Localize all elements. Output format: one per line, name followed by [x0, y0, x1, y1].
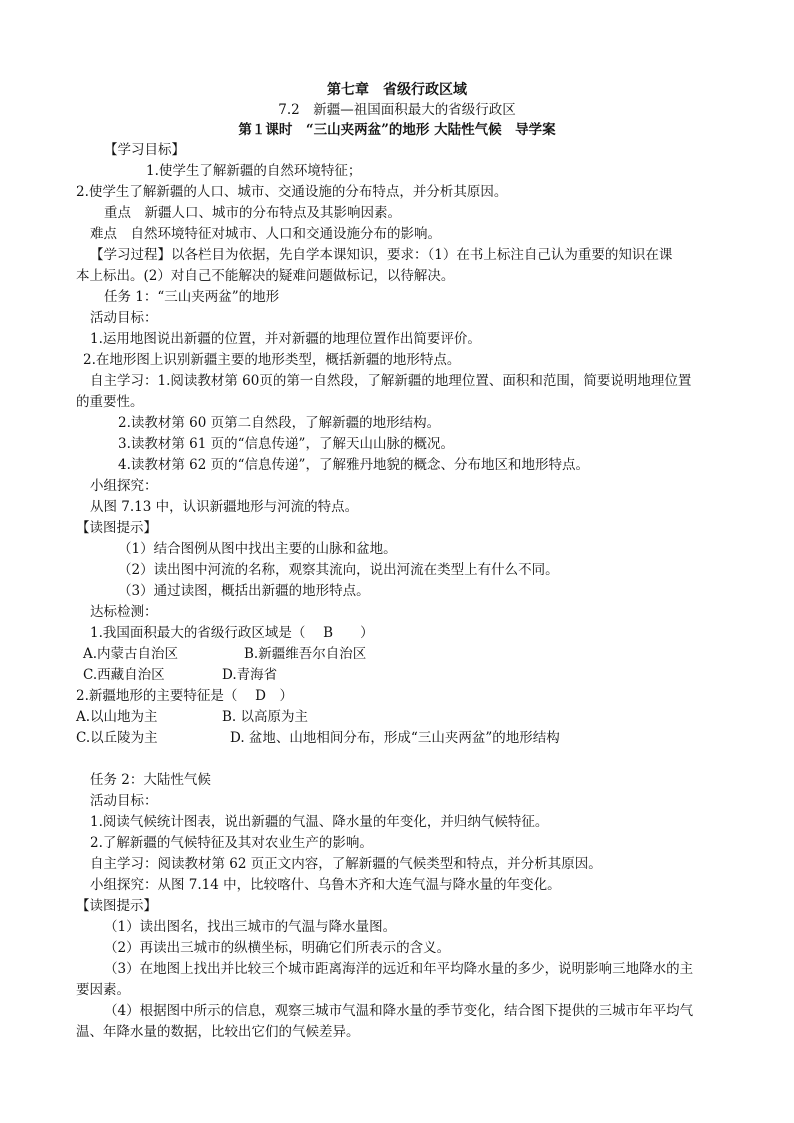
task2-tip: 要因素。 — [76, 982, 130, 998]
task1-self-study-item: 4.读教材第 62 页的“信息传递”，了解雅丹地貌的概念、分布地区和地形特点。 — [118, 457, 589, 473]
q1-option-b: B.新疆维吾尔自治区 — [244, 646, 367, 662]
question-1: 1.我国面积最大的省级行政区域是（ B ） — [90, 625, 374, 641]
task1-activity-item: 2.在地形图上识别新疆主要的地形类型，概括新疆的地形特点。 — [83, 352, 461, 368]
q2-option-a: A.以山地为主 — [76, 709, 158, 725]
task1-tip: （1）结合图例从图中找出主要的山脉和盆地。 — [118, 541, 397, 557]
process-text: 【学习过程】以各栏目为依据，先自学本课知识，要求：（1）在书上标注自己认为重要的知识在课 — [90, 247, 673, 263]
task2-self-study: 自主学习：阅读教材第 62 页正文内容，了解新疆的气候类型和特点，并分析其原因。 — [90, 856, 602, 872]
task1-activity-heading: 活动目标： — [90, 310, 158, 326]
key-point: 重点 新疆人口、城市的分布特点及其影响因素。 — [104, 205, 401, 221]
task2-tip: （1）读出图名，找出三城市的气温与降水量图。 — [104, 919, 397, 935]
task2-tips-heading: 【读图提示】 — [76, 898, 157, 914]
objective-item: 2.使学生了解新疆的人口、城市、交通设施的分布特点，并分析其原因。 — [76, 184, 508, 200]
process-text: 本上标出。(2）对自己不能解决的疑难问题做标记，以待解决。 — [76, 268, 455, 284]
task2-activity-item: 2.了解新疆的气候特征及其对农业生产的影响。 — [90, 835, 373, 851]
q1-option-a: A.内蒙古自治区 — [83, 646, 179, 662]
chapter-title: 第七章 省级行政区域 — [327, 82, 467, 98]
task1-self-study-item: 3.读教材第 61 页的“信息传递”，了解天山山脉的概况。 — [118, 436, 454, 452]
difficulty: 难点 自然环境特征对城市、人口和交通设施分布的影响。 — [90, 226, 441, 242]
question-2: 2.新疆地形的主要特征是（ D ） — [76, 688, 293, 704]
task1-activity-item: 1.运用地图说出新疆的位置，并对新疆的地理位置作出简要评价。 — [90, 331, 481, 347]
task2-activity-heading: 活动目标： — [90, 793, 158, 809]
q1-option-c: C.西藏自治区 — [83, 667, 165, 683]
task2-tip: （2）再读出三城市的纵横坐标，明确它们所表示的含义。 — [104, 940, 451, 956]
task1-self-study: 的重要性。 — [76, 394, 144, 410]
task2-activity-item: 1.阅读气候统计图表，说出新疆的气温、降水量的年变化，并归纳气候特征。 — [90, 814, 549, 830]
q2-option-d: D. 盆地、山地相间分布，形成“三山夹两盆”的地形结构 — [230, 730, 560, 746]
q2-option-c: C.以丘陵为主 — [76, 730, 158, 746]
task2-tip: （4）根据图中所示的信息，观察三城市气温和降水量的季节变化，结合图下提供的三城市年平均气 — [104, 1003, 694, 1019]
task2-group: 小组探究：从图 7.14 中，比较喀什、乌鲁木齐和大连气温与降水量的年变化。 — [90, 877, 561, 893]
task2-tip: 温、年降水量的数据，比较出它们的气候差异。 — [76, 1024, 360, 1040]
task2-title: 任务 2：大陆性气候 — [90, 772, 211, 788]
check-heading: 达标检测： — [90, 604, 158, 620]
task1-group-heading: 小组探究： — [90, 478, 158, 494]
task1-tips-heading: 【读图提示】 — [76, 520, 157, 536]
objectives-heading: 【学习目标】 — [104, 142, 185, 158]
task1-tip: （3）通过读图，概括出新疆的地形特点。 — [118, 583, 370, 599]
q1-option-d: D.青海省 — [222, 667, 278, 683]
section-title: 7.2 新疆—祖国面积最大的省级行政区 — [278, 102, 516, 118]
task1-self-study-item: 2.读教材第 60 页第二自然段，了解新疆的地形结构。 — [118, 415, 441, 431]
objective-item: 1.使学生了解新疆的自然环境特征； — [146, 163, 362, 179]
task1-title: 任务 1：“三山夹两盆”的地形 — [104, 289, 280, 305]
lesson-title: 第１课时 “三山夹两盆”的地形 大陆性气候 导学案 — [238, 122, 556, 138]
task2-tip: （3）在地图上找出并比较三个城市距离海洋的远近和年平均降水量的多少，说明影响三地降水的主 — [104, 961, 694, 977]
task1-group-text: 从图 7.13 中，认识新疆地形与河流的特点。 — [90, 499, 359, 515]
task1-self-study: 自主学习：1.阅读教材第 60页的第一自然段，了解新疆的地理位置、面积和范围，简要说明地理位置 — [90, 373, 692, 389]
task1-tip: （2）读出图中河流的名称，观察其流向，说出河流在类型上有什么不同。 — [118, 562, 559, 578]
q2-option-b: B. 以高原为主 — [222, 709, 309, 725]
